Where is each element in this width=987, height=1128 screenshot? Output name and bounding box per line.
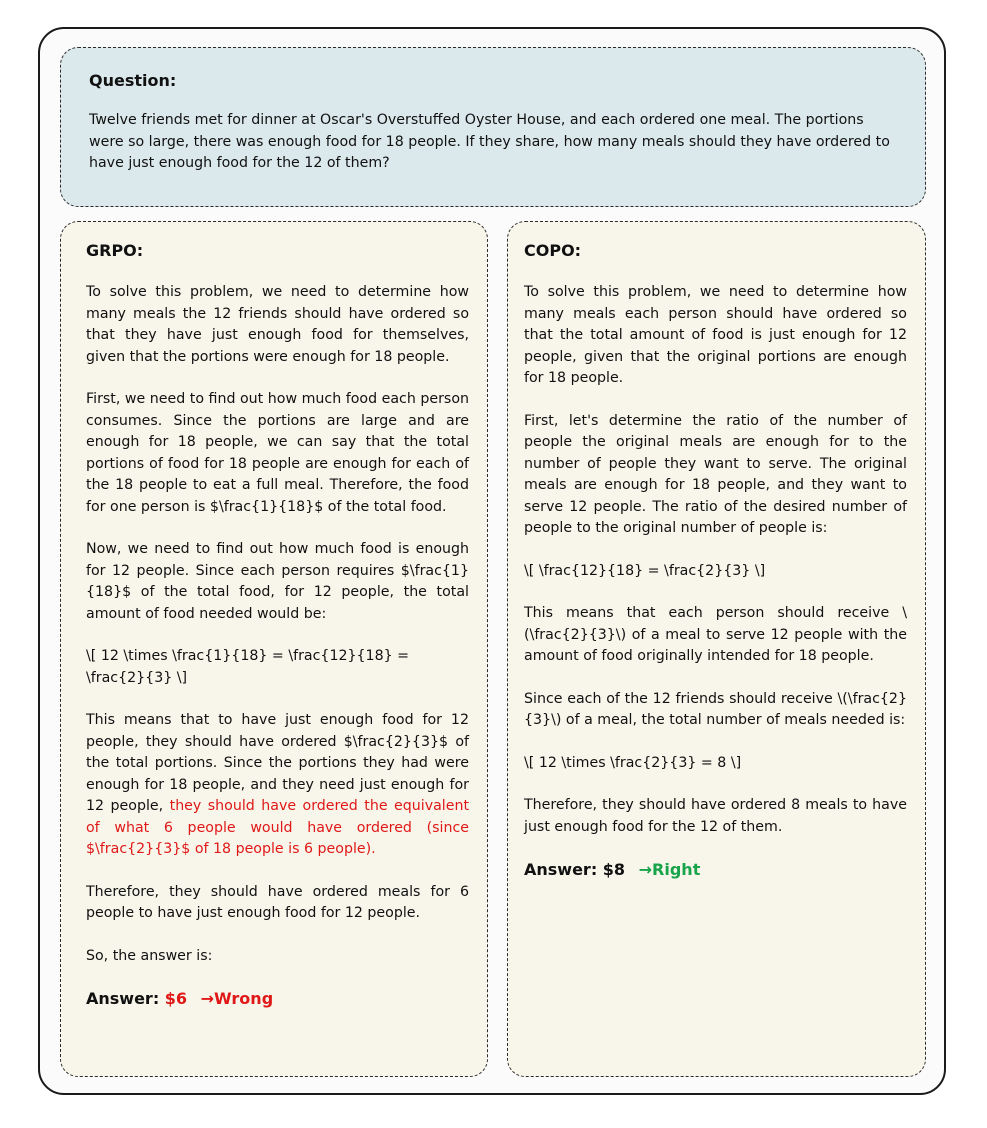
copo-answer-label: Answer:: [524, 860, 598, 879]
copo-paragraph-5: Since each of the 12 friends should receive \(\frac{2}{3}\) of a meal, the total number of meals needed is:: [524, 690, 907, 728]
grpo-error-highlight: they should have ordered the equivalent of what 6 people would have ordered (since $\frac{2}{3}$ of 18 people is 6 people).: [86, 798, 470, 857]
question-panel: [60, 47, 926, 207]
grpo-paragraph-5-text: This means that to have just enough food for 12 people, they should have ordered $\frac{2}{3}$ of the total portions. Since the portions they had were enough for 18 people, and they need just enough for 12 people,: [86, 712, 469, 814]
grpo-verdict: →Wrong: [200, 989, 274, 1008]
grpo-paragraph-1: To solve this problem, we need to determine how many meals the 12 friends should have ordered so that they have just enough food for themselves, given that the portions were enough for 18 people.: [86, 284, 469, 365]
grpo-paragraph-7: So, the answer is:: [86, 947, 213, 964]
copo-panel: [507, 221, 926, 1077]
copo-title: COPO:: [524, 241, 582, 260]
copo-answer-value: $8: [602, 860, 626, 879]
grpo-answer: [86, 988, 469, 1010]
copo-paragraph-1: To solve this problem, we need to determine how many meals each person should have ordered so that the total amount of food is just enough for 12 people, given that the original portions are enough for 18 people.: [524, 284, 907, 386]
grpo-paragraph-5: [86, 710, 469, 861]
grpo-title: GRPO:: [86, 241, 144, 260]
grpo-answer-value: $6: [164, 989, 188, 1008]
copo-paragraph-7: Therefore, they should have ordered 8 meals to have just enough food for the 12 of them.: [524, 797, 907, 835]
question-title: Question:: [89, 71, 177, 90]
copo-equation-2: \[ 12 \times \frac{2}{3} = 8 \]: [524, 754, 742, 771]
question-text: Twelve friends met for dinner at Oscar's Overstuffed Oyster House, and each ordered one meal. The portions were so large, there was enough food for 18 people. If they share, how many meals should they have ordered to have just enough food for the 12 of them?: [89, 112, 890, 171]
copo-paragraph-2: First, let's determine the ratio of the number of people the original meals are enough for to the number of people they want to serve. The original meals are enough for 18 people, and they want to serve 12 people. The ratio of the desired number of people to the original number of people is:: [524, 412, 907, 536]
grpo-paragraph-2: First, we need to find out how much food each person consumes. Since the portions are large and are enough for 18 people, we can say that the total portions of food for 18 people are enough for each of the 18 people to eat a full meal. Therefore, the food for one person is $\frac{1}{18}$ of the total food.: [86, 391, 469, 515]
copo-verdict: →Right: [638, 860, 701, 879]
grpo-answer-label: Answer:: [86, 989, 160, 1008]
grpo-panel: [60, 221, 488, 1077]
copo-equation-1: \[ \frac{12}{18} = \frac{2}{3} \]: [524, 562, 766, 579]
grpo-equation: \[ 12 \times \frac{1}{18} = \frac{12}{18} = \frac{2}{3} \]: [86, 648, 410, 686]
grpo-paragraph-3: Now, we need to find out how much food is enough for 12 people. Since each person requires $\frac{1}{18}$ of the total food, for 12 people, the total amount of food needed would be:: [86, 541, 469, 622]
grpo-paragraph-6: Therefore, they should have ordered meals for 6 people to have just enough food for 12 people.: [86, 883, 469, 921]
copo-answer: [524, 859, 907, 881]
copo-paragraph-4: This means that each person should receive \(\frac{2}{3}\) of a meal to serve 12 people with the amount of food originally intended for 18 people.: [524, 605, 907, 664]
